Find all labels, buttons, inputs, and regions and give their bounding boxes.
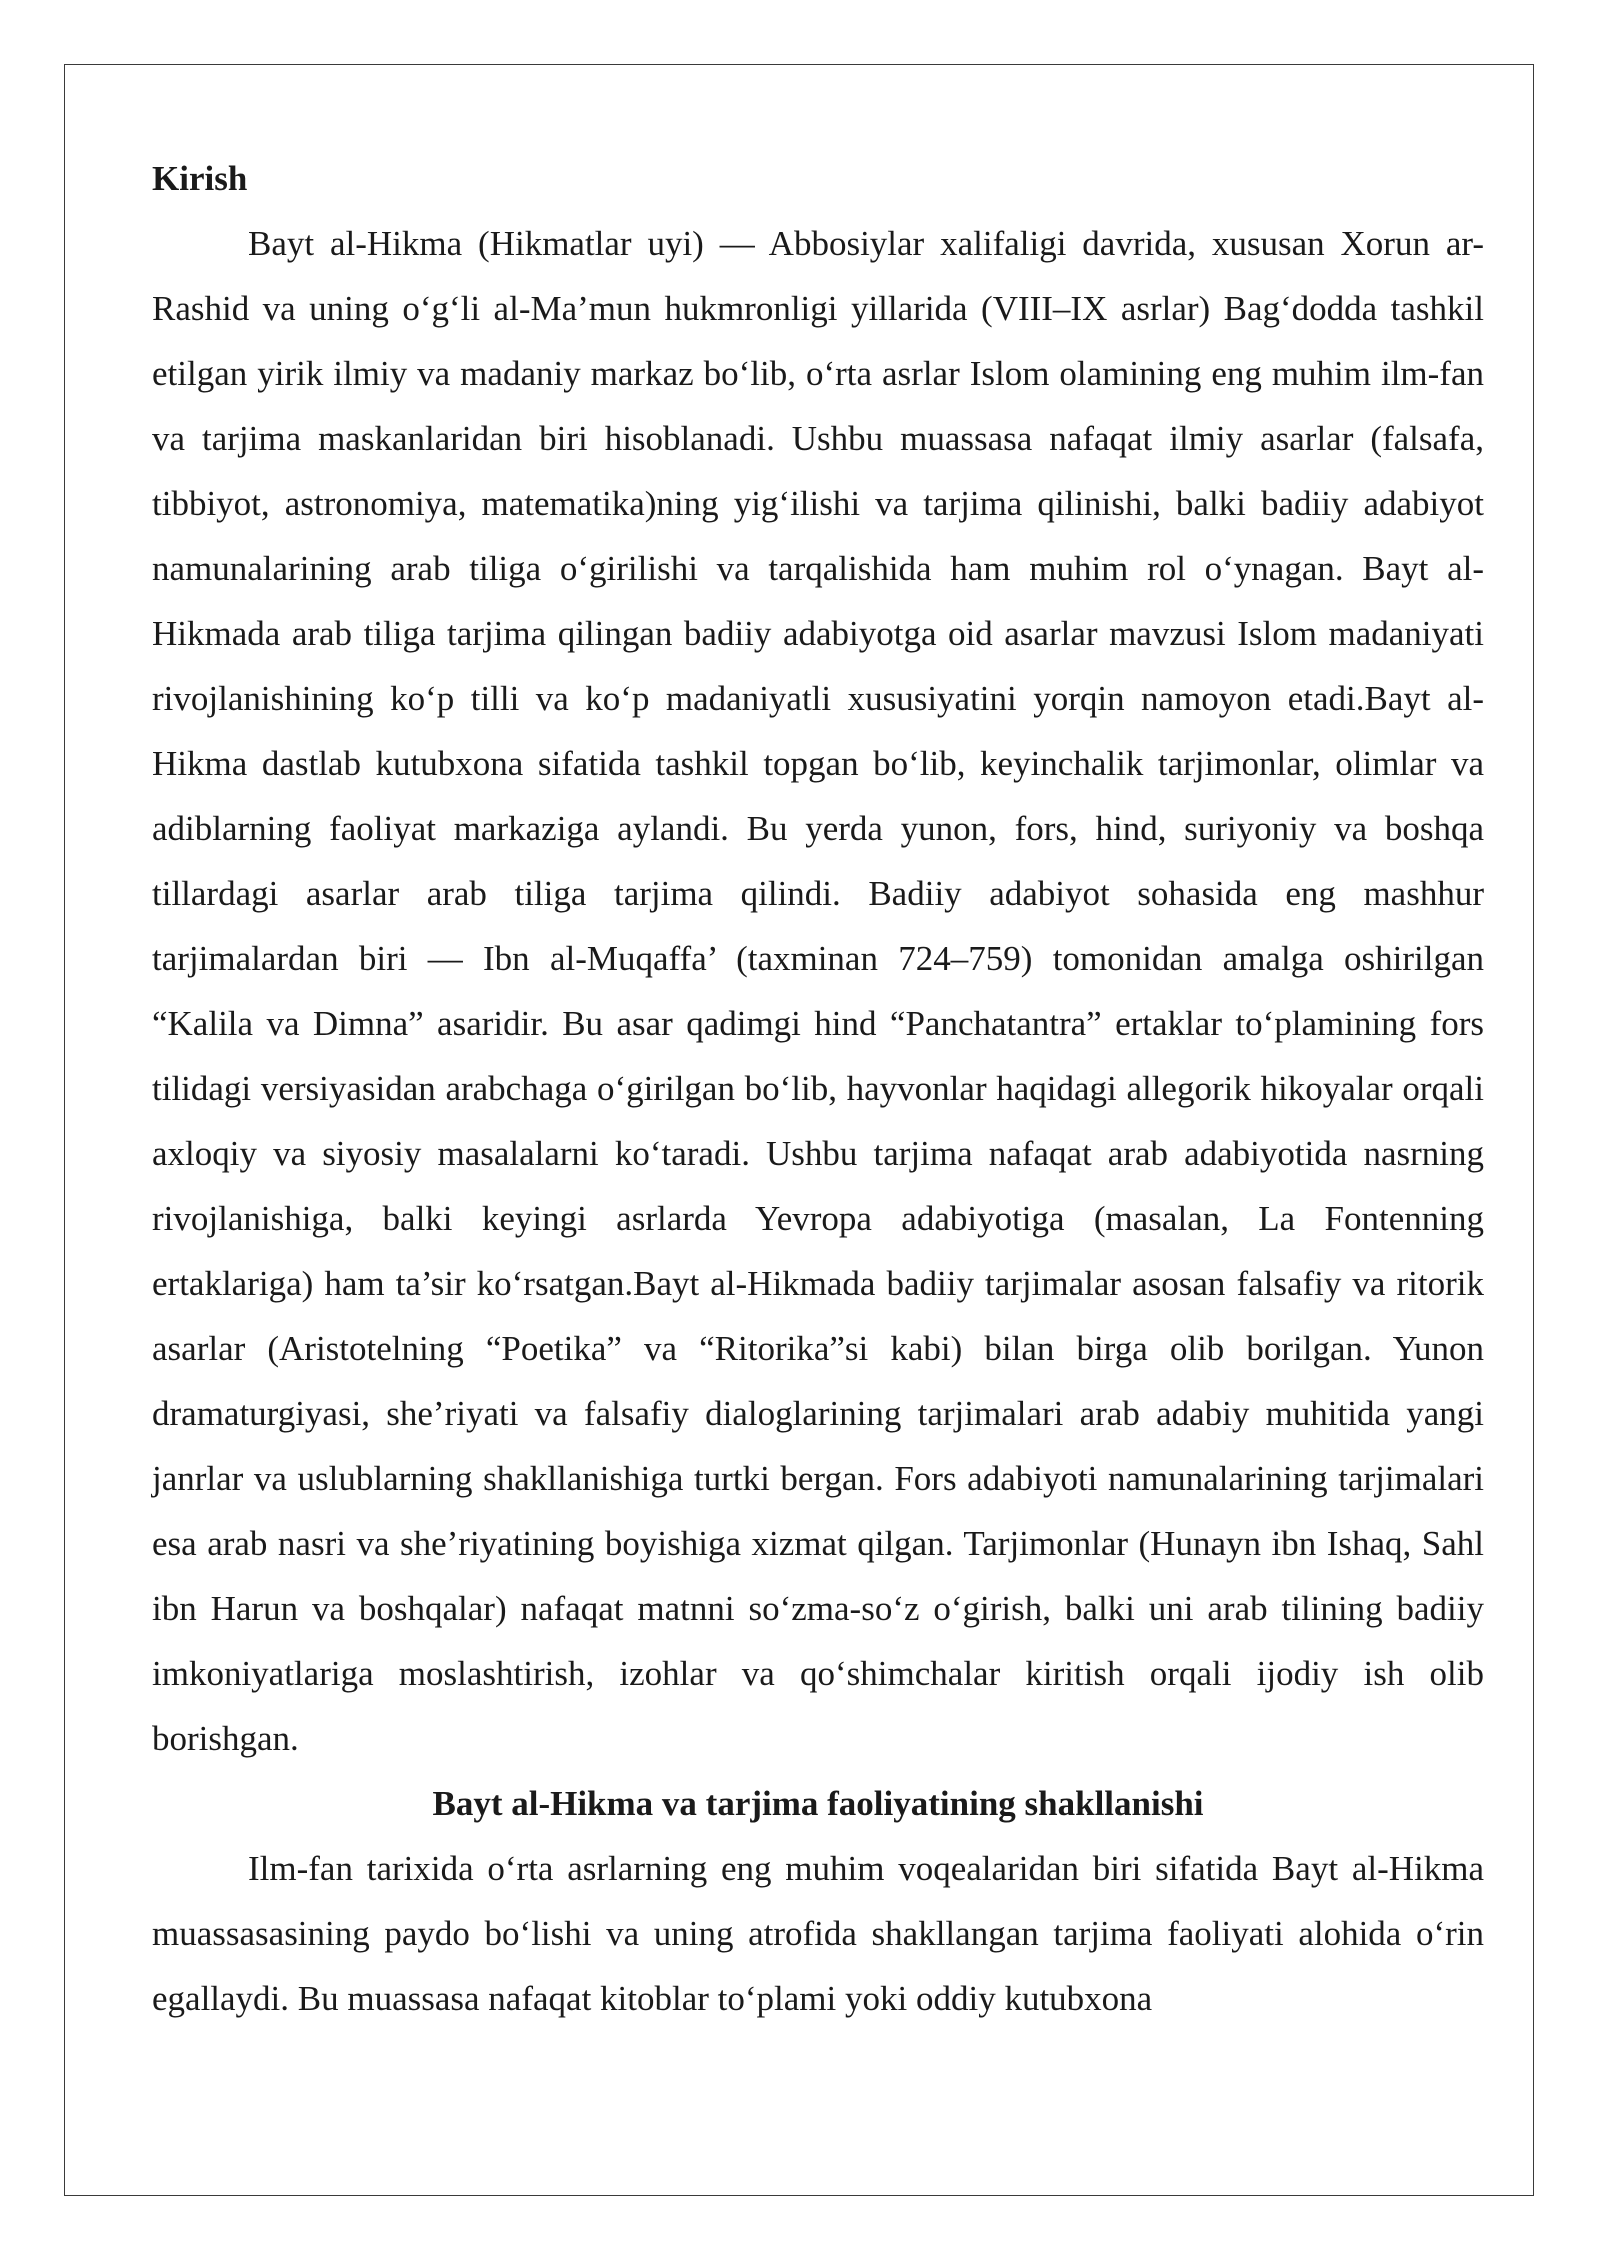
section-title: Bayt al-Hikma va tarjima faoliyatining shakllanishi [432,1784,1204,1823]
document-body [152,146,1484,2031]
section-paragraph: Ilm-fan tarixida o‘rta asrlarning eng muhim voqealaridan biri sifatida Bayt al-Hikma muassasasining paydo bo‘lishi va uning atrofida shakllangan tarjima faoliyati alohida o‘rin egallaydi. Bu muassasa nafaqat kitoblar to‘plami yoki oddiy kutubxona [152,1849,1484,2018]
heading-kirish: Kirish [152,159,248,198]
intro-paragraph: Bayt al-Hikma (Hikmatlar uyi) — Abbosiylar xalifaligi davrida, xususan Xorun ar-Rashid va uning o‘g‘li al-Ma’mun hukmronligi yillarida (VIII–IX asrlar) Bag‘dodda tashkil etilgan yirik ilmiy va madaniy markaz bo‘lib, o‘rta asrlar Islom olamining eng muhim ilm-fan va tarjima maskanlaridan biri hisoblanadi. Ushbu muassasa nafaqat ilmiy asarlar (falsafa, tibbiyot, astronomiya, matematika)ning yig‘ilishi va tarjima qilinishi, balki badiiy adabiyot namunalarining arab tiliga o‘girilishi va tarqalishida ham muhim rol o‘ynagan. Bayt al-Hikmada arab tiliga tarjima qilingan badiiy adabiyotga oid asarlar mavzusi Islom madaniyati rivojlanishining ko‘p tilli va ko‘p madaniyatli xususiyatini yorqin namoyon etadi.Bayt al-Hikma dastlab kutubxona sifatida tashkil topgan bo‘lib, keyinchalik tarjimonlar, olimlar va adiblarning faoliyat markaziga aylandi. Bu yerda yunon, fors, hind, suriyoniy va boshqa tillardagi asarlar arab tiliga tarjima qilindi. Badiiy adabiyot sohasida eng mashhur tarjimalardan biri — Ibn al-Muqaffa’ (taxminan 724–759) tomonidan amalga oshirilgan “Kalila va Dimna” asaridir. Bu asar qadimgi hind “Panchatantra” ertaklar to‘plamining fors tilidagi versiyasidan arabchaga o‘girilgan bo‘lib, hayvonlar haqidagi allegorik hikoyalar orqali axloqiy va siyosiy masalalarni ko‘taradi. Ushbu tarjima nafaqat arab adabiyotida nasrning rivojlanishiga, balki keyingi asrlarda Yevropa adabiyotiga (masalan, La Fontenning ertaklariga) ham ta’sir ko‘rsatgan.Bayt al-Hikmada badiiy tarjimalar asosan falsafiy va ritorik asarlar (Aristotelning “Poetika” va “Ritorika”si kabi) bilan birga olib borilgan. Yunon dramaturgiyasi, she’riyati va falsafiy dialoglarining tarjimalari arab adabiy muhitida yangi janrlar va uslublarning shakllanishiga turtki bergan. Fors adabiyoti namunalarining tarjimalari esa arab nasri va she’riyatining boyishiga xizmat qilgan. Tarjimonlar (Hunayn ibn Ishaq, Sahl ibn Harun va boshqalar) nafaqat matnni so‘zma-so‘z o‘girish, balki uni arab tilining badiiy imkoniyatlariga moslashtirish, izohlar va qo‘shimchalar kiritish orqali ijodiy ish olib borishgan. [152,224,1484,1758]
